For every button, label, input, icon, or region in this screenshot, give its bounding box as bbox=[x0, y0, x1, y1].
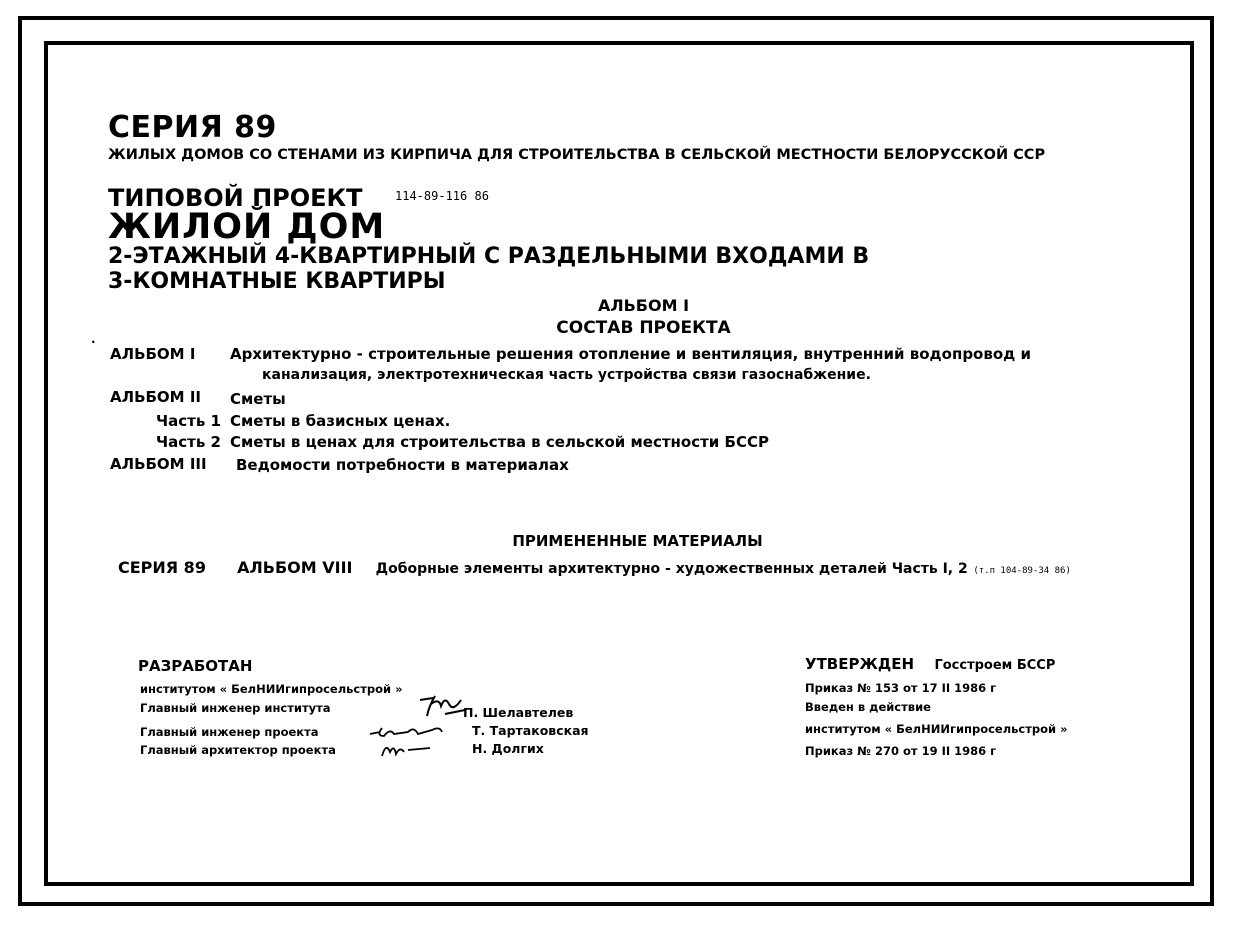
approved-block bbox=[805, 657, 1055, 672]
house-title: ЖИЛОЙ ДОМ bbox=[108, 207, 386, 247]
composition-label-album1: АЛЬБОМ I bbox=[110, 345, 196, 363]
project-label: ТИПОВОЙ ПРОЕКТ bbox=[108, 184, 363, 212]
materials-heading: ПРИМЕНЕННЫЕ МАТЕРИАЛЫ bbox=[512, 532, 763, 550]
series-title: СЕРИЯ 89 bbox=[108, 110, 277, 145]
approved-order-1: Приказ № 153 от 17 II 1986 г bbox=[805, 681, 997, 695]
signature-chief-architect bbox=[378, 738, 438, 760]
developed-name-2: Т. Тартаковская bbox=[472, 723, 589, 738]
composition-text-album2: Сметы bbox=[230, 390, 286, 408]
composition-heading: СОСТАВ ПРОЕКТА bbox=[556, 318, 731, 338]
project-code: 114-89-116 86 bbox=[395, 189, 489, 203]
materials-album: АЛЬБОМ VIII bbox=[237, 558, 353, 577]
composition-text-part2: Сметы в ценах для строительства в сельской местности БССР bbox=[230, 433, 769, 451]
composition-label-album3: АЛЬБОМ III bbox=[110, 455, 207, 473]
approved-enacted: Введен в действие bbox=[805, 700, 931, 714]
composition-text-part1: Сметы в базисных ценах. bbox=[230, 412, 451, 430]
series-description: ЖИЛЫХ ДОМОВ СО СТЕНАМИ ИЗ КИРПИЧА ДЛЯ СТРОИТЕЛЬСТВА В СЕЛЬСКОЙ МЕСТНОСТИ БЕЛОРУССКОЙ ССР bbox=[108, 147, 1046, 163]
developed-name-1: П. Шелавтелев bbox=[463, 705, 574, 720]
materials-line bbox=[118, 560, 1071, 576]
developed-name-3: Н. Долгих bbox=[472, 741, 544, 756]
materials-text: Доборные элементы архитектурно - художественных деталей Часть I, 2 bbox=[375, 561, 968, 577]
inner-border bbox=[44, 41, 1194, 886]
materials-series: СЕРИЯ 89 bbox=[118, 558, 206, 577]
signature-chief-engineer-institute bbox=[415, 692, 475, 722]
project-description-line2: 3-КОМНАТНЫЕ КВАРТИРЫ bbox=[108, 269, 446, 294]
composition-label-part2: Часть 2 bbox=[156, 433, 221, 451]
album-heading: АЛЬБОМ I bbox=[597, 296, 690, 315]
developed-role-2: Главный инженер проекта bbox=[140, 725, 319, 739]
approved-by: Госстроем БССР bbox=[934, 658, 1056, 673]
composition-text-album1-cont: канализация, электротехническая часть устройства связи газоснабжение. bbox=[262, 367, 871, 383]
developed-role-1: Главный инженер института bbox=[140, 701, 331, 715]
approved-order-2: Приказ № 270 от 19 II 1986 г bbox=[805, 744, 997, 758]
developed-institute: институтом « БелНИИгипросельстрой » bbox=[140, 682, 403, 696]
stray-mark: · bbox=[91, 335, 96, 349]
developed-heading: РАЗРАБОТАН bbox=[138, 657, 253, 675]
composition-label-album2: АЛЬБОМ II bbox=[110, 388, 201, 406]
project-description-line1: 2-ЭТАЖНЫЙ 4-КВАРТИРНЫЙ С РАЗДЕЛЬНЫМИ ВХОДАМИ В bbox=[108, 244, 870, 269]
developed-role-3: Главный архитектор проекта bbox=[140, 743, 336, 757]
composition-text-album3: Ведомости потребности в материалах bbox=[236, 456, 569, 474]
approved-institute: институтом « БелНИИгипросельстрой » bbox=[805, 722, 1068, 736]
composition-label-part1: Часть 1 bbox=[156, 412, 221, 430]
composition-text-album1: Архитектурно - строительные решения отопление и вентиляция, внутренний водопровод и bbox=[230, 345, 1032, 363]
approved-heading: УТВЕРЖДЕН bbox=[805, 655, 914, 673]
materials-ref: (т.п 104-89-34 86) bbox=[973, 566, 1071, 576]
